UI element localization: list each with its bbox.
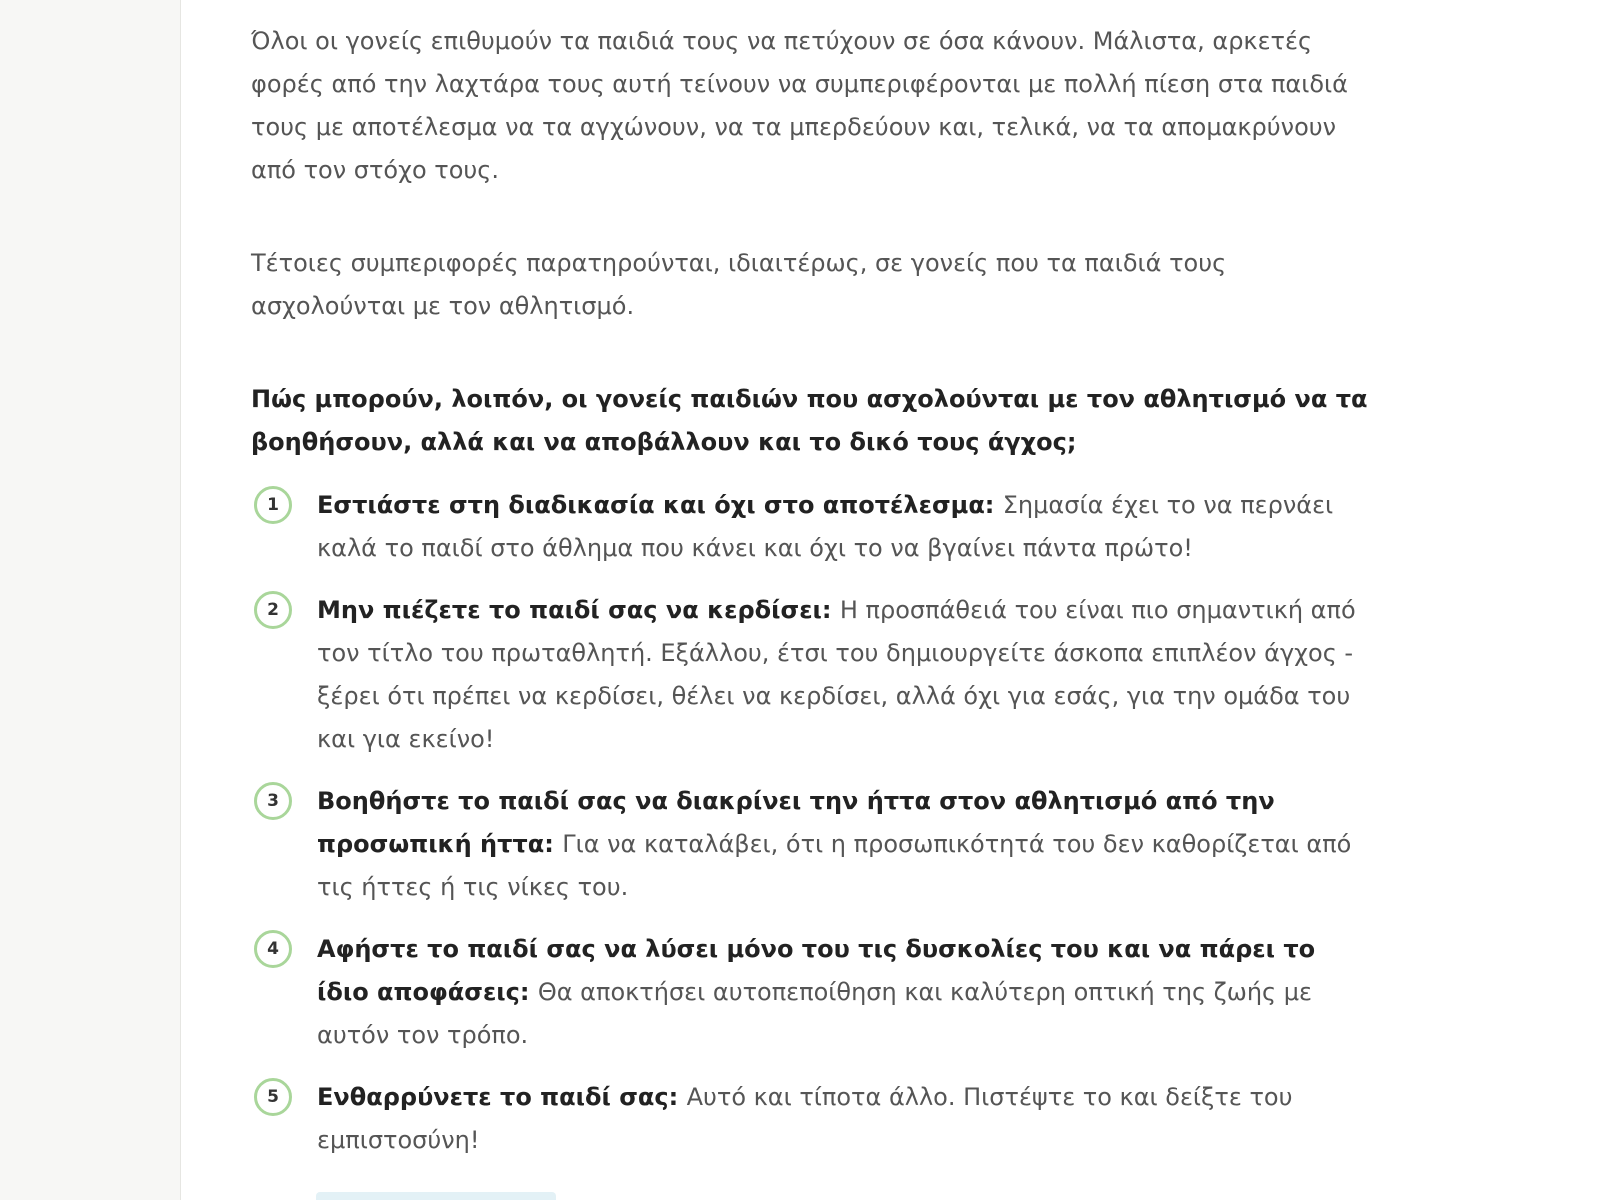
context-paragraph: Τέτοιες συμπεριφορές παρατηρούνται, ιδιαιτέρως, σε γονείς που τα παιδιά τους ασχολούνται με τον αθλητισμό. xyxy=(251,249,1227,320)
tip-text: Θα αποκτήσει αυτοπεποίθηση και καλύτερη οπτική της ζωής με αυτόν τον τρόπο. xyxy=(317,978,1312,1049)
tip-text: Η προσπάθειά του είναι πιο σημαντική από τον τίτλο του πρωταθλητή. Εξάλλου, έτσι του δημιουργείτε άσκοπα επιπλέον άγχος - ξέρει ότι πρέπει να κερδίσει, θέλει να κερδίσει, αλλά όχι για εσάς, για την ομάδα του και για εκείνο! xyxy=(317,596,1356,753)
number-badge: 4 xyxy=(254,930,292,968)
number-badge: 5 xyxy=(254,1078,292,1116)
tip-title: Ενθαρρύνετε το παιδί σας: xyxy=(317,1083,687,1111)
number-badge: 3 xyxy=(254,782,292,820)
next-block-edge xyxy=(316,1192,556,1200)
tips-list xyxy=(251,484,1371,1162)
list-item xyxy=(251,1076,1371,1162)
list-item xyxy=(251,484,1371,570)
tip-text: Αυτό και τίποτα άλλο. Πιστέψτε το και δείξτε του εμπιστοσύνη! xyxy=(317,1083,1293,1154)
number-badge: 2 xyxy=(254,591,292,629)
tip-title: Εστιάστε στη διαδικασία και όχι στο αποτέλεσμα: xyxy=(317,491,1003,519)
tip-title: Αφήστε το παιδί σας να λύσει μόνο του τις δυσκολίες του και να πάρει το ίδιο αποφάσεις: xyxy=(317,935,1316,1006)
number-badge: 1 xyxy=(254,486,292,524)
intro-paragraph: Όλοι οι γονείς επιθυμούν τα παιδιά τους να πετύχουν σε όσα κάνουν. Μάλιστα, αρκετές φορές από την λαχτάρα τους αυτή τείνουν να συμπεριφέρονται με πολλή πίεση στα παιδιά τους με αποτέλεσμα να τα αγχώνουν, να τα μπερδεύουν και, τελικά, να τα απομακρύνουν από τον στόχο τους. xyxy=(251,27,1348,184)
tip-title: Βοηθήστε το παιδί σας να διακρίνει την ήττα στον αθλητισμό από την προσωπική ήττα: xyxy=(317,787,1275,858)
list-item xyxy=(251,589,1371,761)
tip-text: Για να καταλάβει, ότι η προσωπικότητά του δεν καθορίζεται από τις ήττες ή τις νίκες του. xyxy=(317,830,1352,901)
tip-title: Μην πιέζετε το παιδί σας να κερδίσει: xyxy=(317,596,840,624)
article-panel xyxy=(180,0,1600,1200)
list-item xyxy=(251,928,1371,1057)
tip-text: Σημασία έχει το να περνάει καλά το παιδί στο άθλημα που κάνει και όχι το να βγαίνει πάντα πρώτο! xyxy=(317,491,1334,562)
question-heading: Πώς μπορούν, λοιπόν, οι γονείς παιδιών που ασχολούνται με τον αθλητισμό να τα βοηθήσουν, αλλά και να αποβάλλουν και το δικό τους άγχος; xyxy=(251,385,1368,456)
article-content xyxy=(251,20,1371,1181)
list-item xyxy=(251,780,1371,909)
